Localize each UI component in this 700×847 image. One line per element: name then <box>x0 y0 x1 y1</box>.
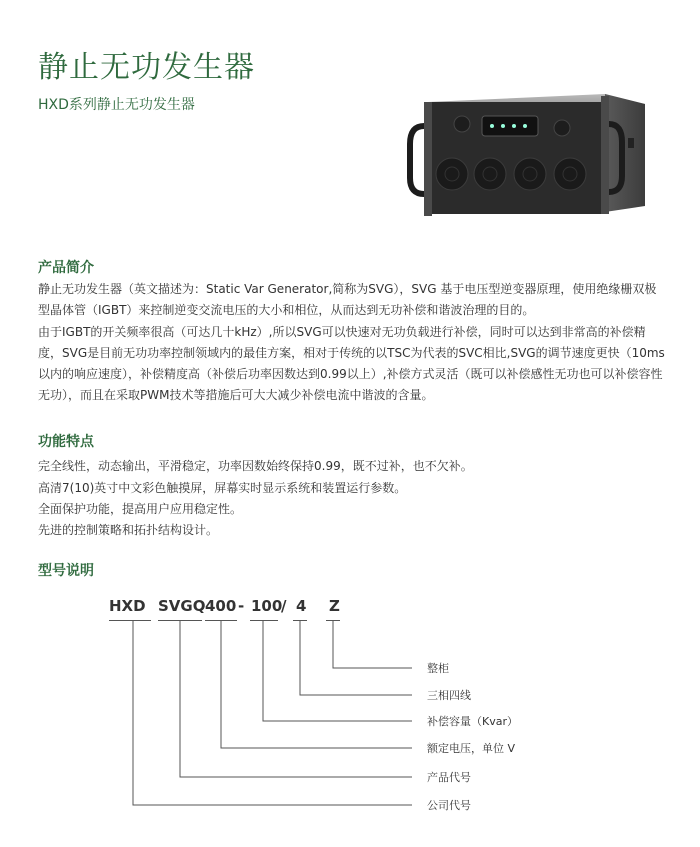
connector-product <box>180 621 412 777</box>
intro-paragraph-1: 静止无功发生器（英文描述为：Static Var Generator,简称为SVG），SVG 基于电压型逆变器原理，使用绝缘栅双极型晶体管（IGBT）来控制逆变交流电压的大小和相位，从而达到无功补偿和谐波治理的目的。 <box>38 282 657 317</box>
connector-lines <box>0 590 700 830</box>
legend-capacity: 补偿容量（Kvar） <box>427 715 518 728</box>
feature-item: 完全线性，动态输出，平滑稳定，功率因数始终保持0.99，既不过补，也不欠补。 <box>38 459 473 473</box>
model-code-phase: 4 <box>296 597 307 615</box>
feature-item: 高清7(10)英寸中文彩色触摸屏，屏幕实时显示系统和装置运行参数。 <box>38 481 407 495</box>
model-code-diagram <box>0 590 700 830</box>
model-heading: 型号说明 <box>38 563 94 579</box>
page-subtitle: HXD系列静止无功发生器 <box>38 97 195 113</box>
intro-paragraph-2: 由于IGBT的开关频率很高（可达几十kHz）,所以SVG可以快速对无功负载进行补偿，同时可以达到非常高的补偿精度，SVG是目前无功功率控制领域内的最佳方案，相对于传统的以TSC为代表的SVC相比,SVG的调节速度更快（10ms以内的响应速度），补偿精度高（补偿后功率因数达到0.99以上）,补偿方式灵活（既可以补偿感性无功也可以补偿容性无功），而且在采取PWM技术等措施后可大大减少补偿电流中谐波的含量。 <box>38 325 665 402</box>
model-code-product: SVGQ <box>158 597 206 615</box>
model-code-slash: / <box>281 597 287 615</box>
connector-voltage <box>221 621 412 748</box>
features-heading: 功能特点 <box>38 434 94 450</box>
model-code-company: HXD <box>109 597 146 615</box>
connector-capacity <box>263 621 412 721</box>
legend-phase: 三相四线 <box>427 689 471 702</box>
model-code-cabinet: Z <box>329 597 340 615</box>
legend-company: 公司代号 <box>427 799 471 812</box>
connector-phase <box>300 621 412 695</box>
model-code-dash: - <box>238 597 245 615</box>
feature-item: 全面保护功能，提高用户应用稳定性。 <box>38 502 243 516</box>
product-image <box>400 94 662 224</box>
model-code-capacity: 100 <box>251 597 283 615</box>
legend-product: 产品代号 <box>427 771 471 784</box>
legend-voltage: 额定电压，单位 V <box>427 742 516 755</box>
intro-heading: 产品简介 <box>38 260 94 276</box>
connector-cabinet <box>333 621 412 668</box>
feature-item: 先进的控制策略和拓扑结构设计。 <box>38 523 219 537</box>
page-title: 静止无功发生器 <box>38 50 255 85</box>
model-code-voltage: 400 <box>205 597 237 615</box>
legend-cabinet: 整柜 <box>427 662 449 675</box>
